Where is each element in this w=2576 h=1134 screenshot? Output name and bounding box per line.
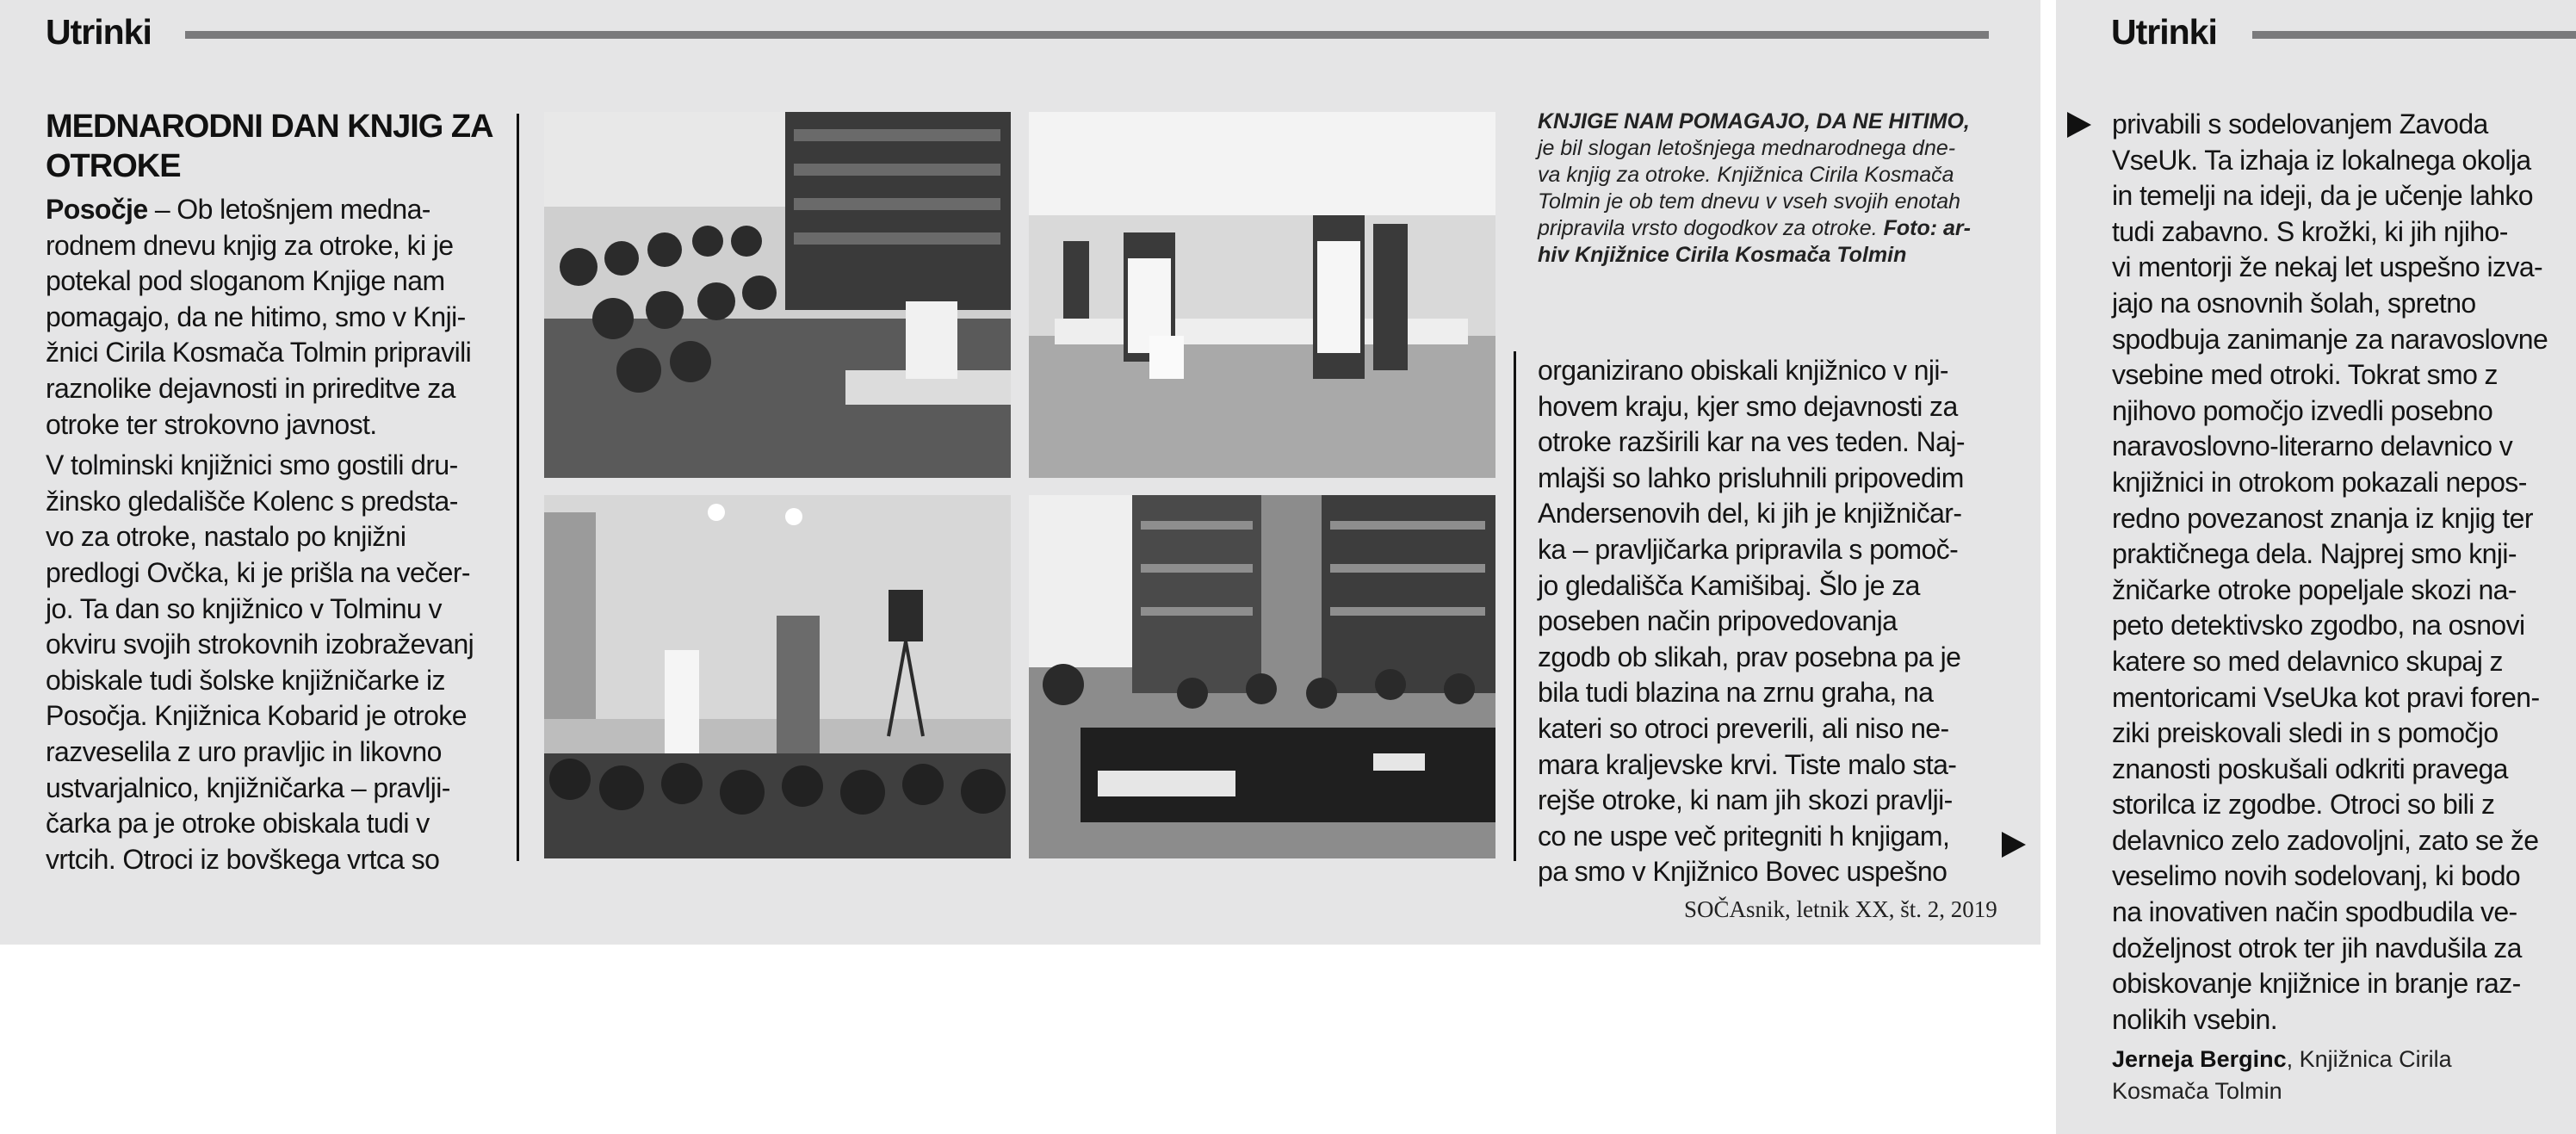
text-line: tudi zabavno. S krožki, ki jih njiho- xyxy=(2112,215,2508,247)
title-rule-right xyxy=(2252,31,2576,39)
caption-line: pripravila vrsto dogodkov za otroke. xyxy=(1538,216,1884,240)
text-line: rodnem dnevu knjig za otroke, ki je xyxy=(46,229,454,261)
text-line: na inovativen način spodbudila ve- xyxy=(2112,896,2517,928)
text-line: ka – pravljičarka pripravila s pomoč- xyxy=(1538,533,1959,565)
text-line: njihovo pomočjo izvedli posebno xyxy=(2112,394,2493,426)
text-line: pa smo v Knjižnico Bovec uspešno xyxy=(1538,856,1947,888)
text-line: VseUk. Ta izhaja iz lokalnega okolja xyxy=(2112,144,2531,176)
text-line: ziki preiskovali sledi in s pomočjo xyxy=(2112,717,2499,749)
lead-paragraph xyxy=(46,192,511,443)
caption-line: Tolmin je ob tem dnevu v vseh svojih enotah xyxy=(1538,189,1961,214)
continued-arrow-icon xyxy=(2067,112,2091,138)
photo-caption xyxy=(1538,108,1985,269)
text-line: katere so med delavnico skupaj z xyxy=(2112,645,2503,677)
text-line: okviru svojih strokovnih izobraževanj xyxy=(46,629,474,660)
text-line: praktičnega dela. Najprej smo knji- xyxy=(2112,538,2517,570)
text-line: – Ob letošnjem medna- xyxy=(154,194,430,225)
text-line: naravoslovno-literarno delavnico v xyxy=(2112,431,2513,462)
headline: MEDNARODNI DAN KNJIG ZA OTROKE xyxy=(46,108,492,184)
article-column-right xyxy=(2112,107,2568,1038)
text-line: zgodb ob slikah, prav posebna pa je xyxy=(1538,641,1961,672)
text-line: pomagajo, da ne hitimo, smo v Knji- xyxy=(46,301,466,332)
text-line: hovem kraju, kjer smo dejavnosti za xyxy=(1538,390,1958,422)
text-line: V tolminski knjižnici smo gostili dru- xyxy=(46,449,458,481)
title-rule xyxy=(185,31,1989,39)
author-affiliation-2: Kosmača Tolmin xyxy=(2112,1078,2282,1104)
caption-lead: KNJIGE NAM POMAGAJO, DA NE HITIMO, xyxy=(1538,109,1970,133)
text-line: otroke ter strokovno javnost. xyxy=(46,408,377,440)
author-signature xyxy=(2112,1044,2560,1107)
text-line: predlogi Ovčka, ki je prišla na večer- xyxy=(46,556,470,588)
text-line: storilca iz zgodbe. Otroci so bili z xyxy=(2112,789,2495,821)
text-line: organizirano obiskali knjižnico v nji- xyxy=(1538,355,1948,386)
text-line: mara kraljevske krvi. Tiste malo sta- xyxy=(1538,748,1957,780)
article-column-1 xyxy=(46,192,511,883)
text-line: žnici Cirila Kosmača Tolmin pripravili xyxy=(46,337,472,369)
text-line: co ne uspe več pritegniti h knjigam, xyxy=(1538,820,1950,852)
text-line: vrtcih. Otroci iz bovškega vrtca so xyxy=(46,843,440,875)
text-line: Posočja. Knjižnica Kobarid je otroke xyxy=(46,700,467,732)
caption-line: je bil slogan letošnjega mednarodnega dne- xyxy=(1538,136,1956,160)
column-divider xyxy=(517,114,519,861)
text-line: potekal pod sloganom Knjige nam xyxy=(46,265,445,297)
photo-credit: Foto: ar- hiv Knjižnice Cirila Kosmača Tolmin xyxy=(1538,216,1971,267)
text-line: nolikih vsebin. xyxy=(2112,1003,2278,1035)
publication-footer: SOČAsnik, letnik XX, št. 2, 2019 xyxy=(1684,896,1997,922)
text-line: jo. Ta dan so knjižnico v Tolminu v xyxy=(46,592,442,624)
text-line: peto detektivsko zgodbo, na osnovi xyxy=(2112,610,2525,641)
text-line: rejše otroke, ki nam jih skozi pravlji- xyxy=(1538,784,1953,816)
lead-location: Posočje xyxy=(46,194,155,225)
photo-children-reading xyxy=(544,112,1011,478)
author-affiliation: , Knjižnica Cirila xyxy=(2286,1046,2452,1072)
text-line: žinsko gledališče Kolenc s predsta- xyxy=(46,485,458,517)
text-line: spodbuja zanimanje za naravoslovne xyxy=(2112,323,2548,355)
text-line: kateri so otroci preverili, ali niso ne- xyxy=(1538,712,1949,744)
text-line: jajo na osnovnih šolah, spretno xyxy=(2112,287,2476,319)
text-line: Andersenovih del, ki jih je knjižničar- xyxy=(1538,498,1962,530)
section-title: Utrinki xyxy=(46,12,152,52)
text-line: razveselila z uro pravljic in likovno xyxy=(46,735,442,767)
column-divider-2 xyxy=(1514,351,1516,861)
text-line: znanosti poskušali odkriti pravega xyxy=(2112,753,2508,784)
text-line: privabili s sodelovanjem Zavoda xyxy=(2112,108,2488,139)
text-line: bila tudi blazina na zrnu graha, na xyxy=(1538,677,1934,709)
text-line: otroke razširili kar na ves teden. Naj- xyxy=(1538,426,1965,458)
text-line: obiskale tudi šolske knjižničarke iz xyxy=(46,664,445,696)
text-line: raznolike dejavnosti in prireditve za xyxy=(46,372,455,404)
caption-line: va knjig za otroke. Knjižnica Cirila Kosmača xyxy=(1538,163,1954,187)
author-name: Jerneja Berginc xyxy=(2112,1046,2287,1072)
text-line: delavnico zelo zadovoljni, zato se že xyxy=(2112,824,2539,856)
article-column-3 xyxy=(1538,353,1994,890)
text-line: jo gledališča Kamišibaj. Šlo je za xyxy=(1538,569,1920,601)
text-line: veselimo novih sodelovanj, ki bodo xyxy=(2112,860,2521,892)
text-line: poseben način pripovedovanja xyxy=(1538,605,1898,637)
photo-library-workshop xyxy=(1029,112,1495,478)
text-line: in temelji na ideji, da je učenje lahko xyxy=(2112,180,2533,212)
photo-theatre-show xyxy=(544,495,1011,858)
text-line: mlajši so lahko prisluhnili pripovedim xyxy=(1538,462,1964,493)
text-line: obiskovanje knjižnice in branje raz- xyxy=(2112,968,2521,1000)
text-line: vsebine med otroki. Tokrat smo z xyxy=(2112,359,2498,391)
text-line: ustvarjalnico, knjižničarka – pravlji- xyxy=(46,771,450,803)
section-title-right: Utrinki xyxy=(2111,12,2217,52)
text-line: čarka pa je otroke obiskala tudi v xyxy=(46,808,430,840)
text-line: redno povezanost znanja iz knjig ter xyxy=(2112,502,2533,534)
caption-body xyxy=(1538,136,1971,267)
text-line: doželjnost otrok ter jih navdušila za xyxy=(2112,932,2522,964)
continue-arrow-icon xyxy=(2002,832,2026,858)
text-line: vi mentorji že nekaj let uspešno izva- xyxy=(2112,251,2543,283)
text-line: mentoricami VseUka kot pravi foren- xyxy=(2112,681,2540,713)
text-line: vo za otroke, nastalo po knjižni xyxy=(46,521,406,553)
text-line: žničarke otroke popeljale skozi na- xyxy=(2112,573,2517,605)
photo-librarians-meeting xyxy=(1029,495,1495,858)
text-line: knjižnici in otrokom pokazali nepos- xyxy=(2112,466,2527,498)
paragraph-2 xyxy=(46,448,511,877)
